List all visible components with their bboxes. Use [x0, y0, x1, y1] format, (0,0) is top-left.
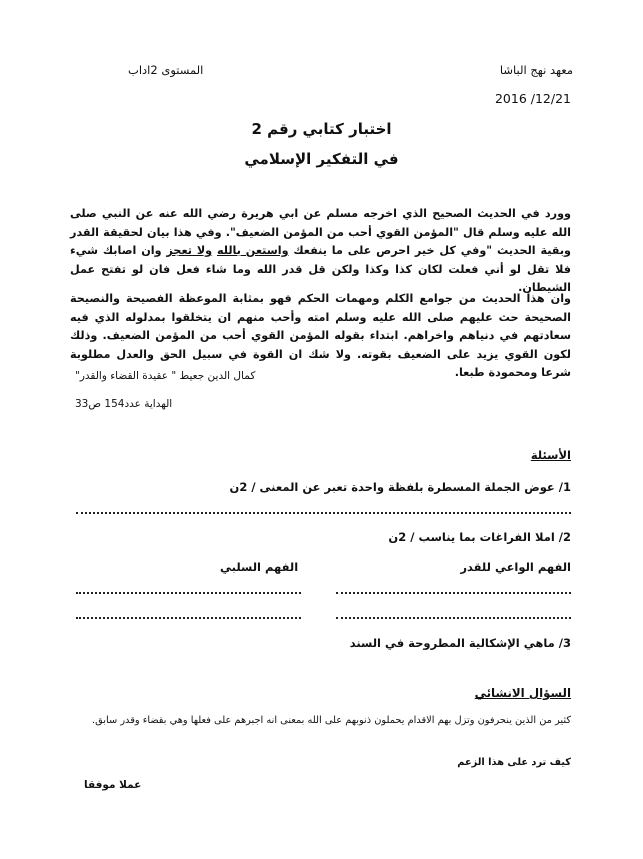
source-author: كمال الدين جعيط " عقيدة القضاء والقدر"	[75, 370, 256, 382]
answer-line	[336, 617, 571, 619]
question-1: 1/ عوض الجملة المسطرة بلفظة واحدة تعبر عن المعنى / 2ن	[229, 480, 571, 494]
exam-date: 2016 /12/21	[494, 91, 571, 106]
essay-prompt: كثير من الذين ينحرفون وتزل بهم الاقدام يحملون ذنوبهم على الله بمعنى انه اجبرهم على فعلها وهي بقضاء وقدر سابق.	[92, 715, 571, 726]
text-paragraph-2: وان هذا الحديث من جوامع الكلم ومهمات الحكم فهو بمثابة الموعظة الفصيحة والنصيحة الصحيحة حث عليهم صلى الله عليه وسلم امته وأحب منهم ان يتخلقوا بمدلوله الذي فيه سعادتهم في دنياهم واخراهم. ابتداء بقوله المؤمن القوي أحب من المؤمن الضعيف. وذلك لكون القوي يزيد على الضعيف بقوته. ولا شك ان القوة في سبيل الحق والعدل مطلوبة شرعا ومحمودة طبعا.	[70, 292, 571, 379]
exam-subject: في التفكير الإسلامي	[244, 150, 399, 168]
text-paragraph-1: وورد في الحديث الصحيح الذي اخرجه مسلم عن ابي هريرة رضي الله عنه عن النبي صلى الله عليه وسلم قال "المؤمن القوي أحب من المؤمن الضعيف". وفي هذا بيان لحقيقة القدر وبقية الحديث "وفي كل خير احرص على ما ينفعك واستعن بالله ولا تعجز وان اصابك شيء فلا تقل لو أني فعلت لكان كذا وكذا ولكن قل قدر الله وما شاء فعل فان لو تفتح عمل الشيطان.	[70, 207, 572, 294]
underlined-phrase-1: واستعن بالله	[216, 244, 289, 257]
questions-heading: الأسئلة	[530, 448, 571, 462]
source-reference: الهداية عدد154 ص33	[75, 398, 173, 410]
negative-understanding-label: الفهم السلبي	[220, 560, 299, 574]
essay-question: كيف ترد على هذا الزعم	[457, 757, 571, 768]
answer-line	[76, 592, 301, 594]
answer-line	[76, 512, 571, 514]
answer-line	[76, 617, 301, 619]
school-name: معهد نهج الباشا	[499, 63, 573, 77]
question-2: 2/ املا الفراغات بما يناسب / 2ن	[388, 530, 571, 544]
question-3: 3/ ماهي الإشكالية المطروحة في السند	[349, 636, 571, 650]
class-level: المستوى 2اداب	[128, 63, 204, 77]
exam-title: اختبار كتابي رقم 2	[251, 120, 392, 138]
answer-line	[336, 592, 571, 594]
underlined-phrase-2: ولا تعجز	[166, 244, 213, 257]
essay-heading: السؤال الانشائي	[474, 686, 571, 700]
conscious-understanding-label: الفهم الواعي للقدر	[460, 560, 571, 574]
closing-wish: عملا موفقا	[84, 779, 142, 791]
